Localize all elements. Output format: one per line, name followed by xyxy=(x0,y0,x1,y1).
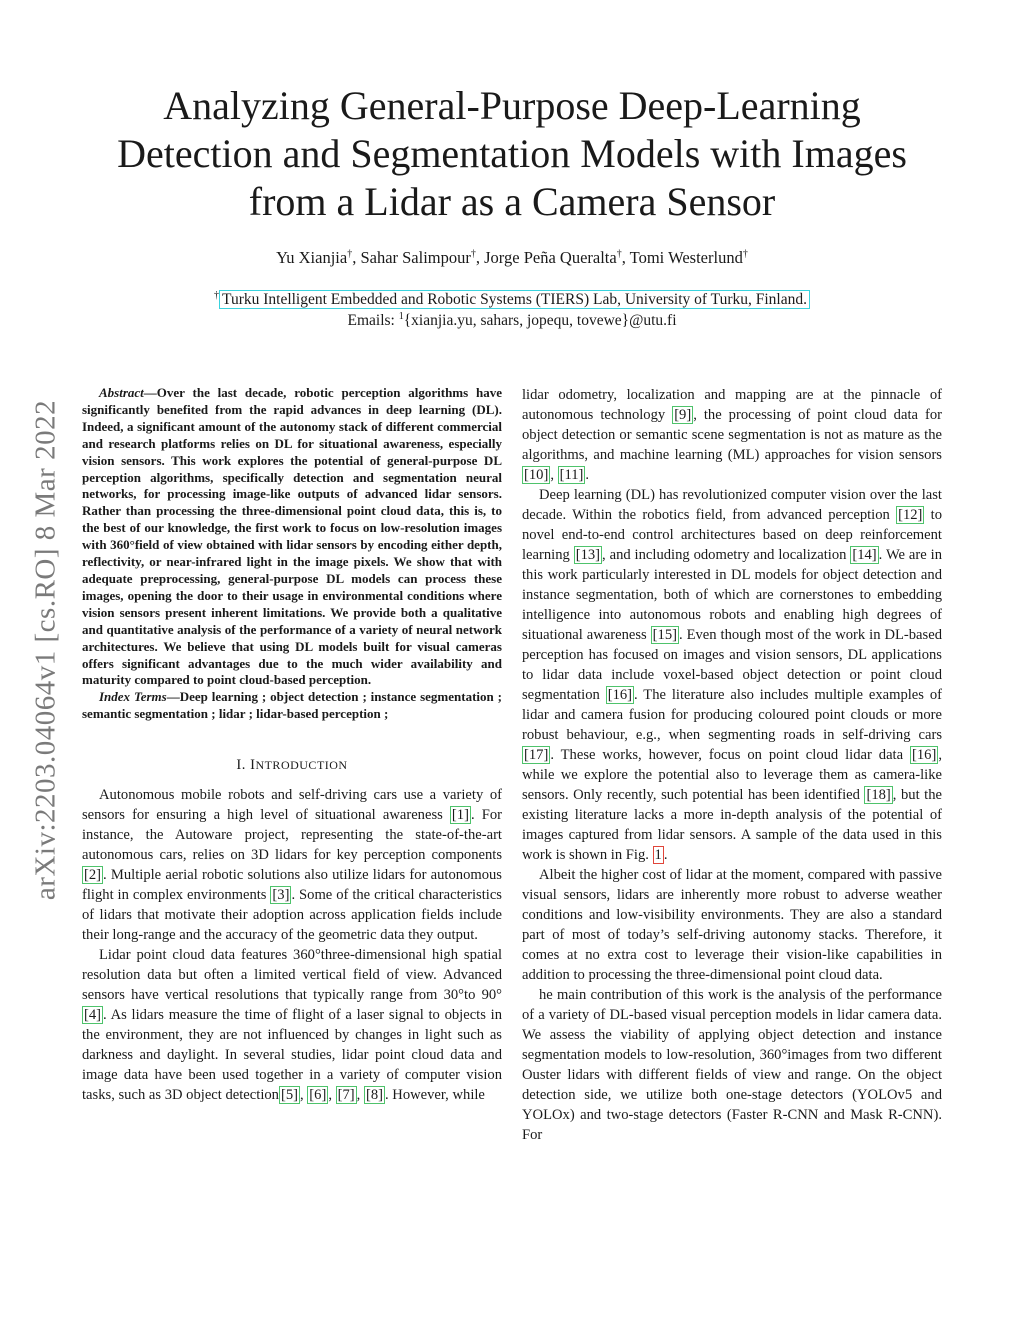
citation-link[interactable]: [11] xyxy=(559,467,584,483)
left-column xyxy=(82,385,502,1105)
citation-link[interactable]: [6] xyxy=(309,1087,327,1104)
emails-line: Emails: $^1${xianjia.yu, sahars, jopequ, tovewe}@utu.fi xyxy=(347,310,677,329)
intro-paragraph-3: Deep learning (DL) has revolutionized computer vision over the last decade. Within the robotics field, from advanced perception [12] to novel end-to-end control architectures based on deep reinforcement learning [13] , and including odometry and localization [14] . We are in this work particularly interested in DL models for object detection and instance segmentation, both of which are cornerstones to embedding intelligence into autonomous robots and enabling high degrees of situational awareness [15] . Even though most of the work in DL-based perception has focused on images and vision sensors, DL applications to lidar data include voxel-based object detection or point cloud segmentation [16] . The literature also includes multiple examples of lidar and camera fusion for producing coloured point clouds or more robust behaviour, e.g., when segmenting roads in self-driving cars [17] . These works, however, focus on point cloud lidar data [16] , while we explore the potential also to leverage them as camera-like sensors. Only recently, such potential has been identified [18] , but the existing literature lacks a more in-depth analysis of the potential of images captured from lidar sensors. A sample of the data used in this work is shown in Fig. 1 . xyxy=(522,487,942,863)
citation-link[interactable]: [13] xyxy=(575,547,601,563)
citation-link[interactable]: [14] xyxy=(852,547,877,563)
intro-paragraph-2-continued: lidar odometry, localization and mapping are at the pinnacle of autonomous technology [9] , the processing of point cloud data for object detection or semantic scene segmentation is not as mature as the algorithms, and machine learning (ML) approaches for vision sensors [10] , [11] . xyxy=(522,387,942,483)
right-column xyxy=(522,385,942,1145)
author-1: Yu Xianjia xyxy=(276,248,348,267)
citation-link[interactable]: [2] xyxy=(84,867,102,884)
citation-link[interactable]: [1] xyxy=(451,807,469,824)
intro-paragraph-4: Albeit the higher cost of lidar at the moment, compared with passive visual sensors, lidars are inherently more robust to adverse weather conditions and low-visibility environments. They are also a standard part of most of today’s self-driving autonomy stacks. Therefore, it comes at no extra cost to leverage their vision-like capabilities in addition to processing the three-dimensional point cloud data. xyxy=(522,867,942,983)
citation-link[interactable]: [17] xyxy=(524,747,549,763)
citation-link[interactable]: [8] xyxy=(365,1087,383,1104)
citation-link[interactable]: [7] xyxy=(337,1087,355,1104)
arxiv-identifier: arXiv:2203.04064v1 [cs.RO] 8 Mar 2022 xyxy=(29,399,62,901)
author-2: Sahar Salimpour xyxy=(360,248,471,267)
affiliation-link[interactable]: Turku Intelligent Embedded and Robotic Systems (TIERS) Lab, University of Turku, Finland. xyxy=(219,290,810,309)
citation-link[interactable]: [16] xyxy=(912,747,937,763)
index-terms: Index Terms—Deep learning ; object detection ; instance segmentation ; semantic segmentation ; lidar ; lidar-based perception ; xyxy=(82,689,502,722)
citation-link[interactable]: [5] xyxy=(280,1087,298,1104)
author-4: Tomi Westerlund xyxy=(629,248,743,267)
citation-link[interactable]: [3] xyxy=(272,887,290,904)
author-3: Jorge Peña Queralta xyxy=(484,248,617,267)
paper-title: Analyzing General-Purpose Deep-Learning Detection and Segmentation Models with Images from a Lidar as a Camera Sensor xyxy=(117,83,907,224)
citation-link[interactable]: [4] xyxy=(84,1007,102,1024)
citation-link[interactable]: [9] xyxy=(674,407,692,423)
intro-paragraph-5: he main contribution of this work is the analysis of the performance of a variety of DL-based visual perception models in lidar camera data. We assess the viability of applying object detection and instance segmentation models to low-resolution, 360°images from two different Ouster lidars with different fields of view and range. On the object detection side, we utilize both one-stage detectors (YOLOv5 and YOLOx) and two-stage detectors (Faster R-CNN and Mask R-CNN). For xyxy=(522,987,942,1143)
citation-link[interactable]: [18] xyxy=(866,787,891,803)
affiliation-block: † Turku Intelligent Embedded and Robotic Systems (TIERS) Lab, University of Turku, Finland. Emails: $^1${xianjia.yu, sahars, jopequ, tovewe}@utu.fi xyxy=(90,289,934,331)
author-list: Yu Xianjia†, Sahar Salimpour†, Jorge Peña Queralta†, Tomi Westerlund† xyxy=(276,248,748,267)
intro-paragraph-1: Autonomous mobile robots and self-driving cars use a variety of sensors for ensuring a high level of situational awareness [1] . For instance, the Autoware project, representing the state-of-the-art autonomous cars, relies on 3D lidars for key perception components [2] . Multiple aerial robotic solutions also utilize lidars for autonomous flight in complex environments [3] . Some of the critical characteristics of lidars that motivate their adoption across application fields include their long-range and the accuracy of the geometric data they output. xyxy=(82,787,502,944)
citation-link[interactable]: [16] xyxy=(607,687,633,703)
citation-link[interactable]: [12] xyxy=(898,507,923,523)
section-heading-introduction: I. INTRODUCTION xyxy=(236,757,348,774)
intro-paragraph-2: Lidar point cloud data features 360°three-dimensional high spatial resolution data but often a limited vertical field of view. Advanced sensors have vertical resolutions that typically range from 30°to 90° [4] . As lidars measure the time of flight of a laser signal to objects in the environment, they are not influenced by changes in light such as darkness and daylight. In several studies, lidar point cloud data and image data have been used together in a variety of computer vision tasks, such as 3D object detection [5] , [6] , [7] , [8] . However, while xyxy=(82,947,502,1104)
citation-link[interactable]: [15] xyxy=(652,627,677,643)
arxiv-identifier-sidebar xyxy=(16,360,76,940)
abstract: Abstract—Over the last decade, robotic perception algorithms have significantly benefited from the rapid advances in deep learning (DL). Indeed, a significant amount of the autonomy stack of different commercial and research platforms relies on DL for situational awareness, especially vision sensors. This work explores the potential of general-purpose DL perception algorithms, specifically detection and segmentation neural networks, for processing image-like outputs of advanced lidar sensors. Rather than processing the three-dimensional point cloud data, this is, to the best of our knowledge, the first work to focus on low-resolution images with 360°field of view obtained with lidar sensors by encoding either depth, reflectivity, or near-infrared light in the image pixels. We show that with adequate preprocessing, general-purpose DL models can process these images, opening the door to their usage in environmental conditions where vision sensors present inherent limitations. We provide both a qualitative and quantitative analysis of the performance of a variety of neural network architectures. We believe that using DL models built for visual cameras offers significant advantages due to the much wider availability and maturity compared to point cloud-based perception. xyxy=(82,385,502,688)
figure-link[interactable]: 1 xyxy=(654,847,662,863)
citation-link[interactable]: [10] xyxy=(524,467,549,483)
